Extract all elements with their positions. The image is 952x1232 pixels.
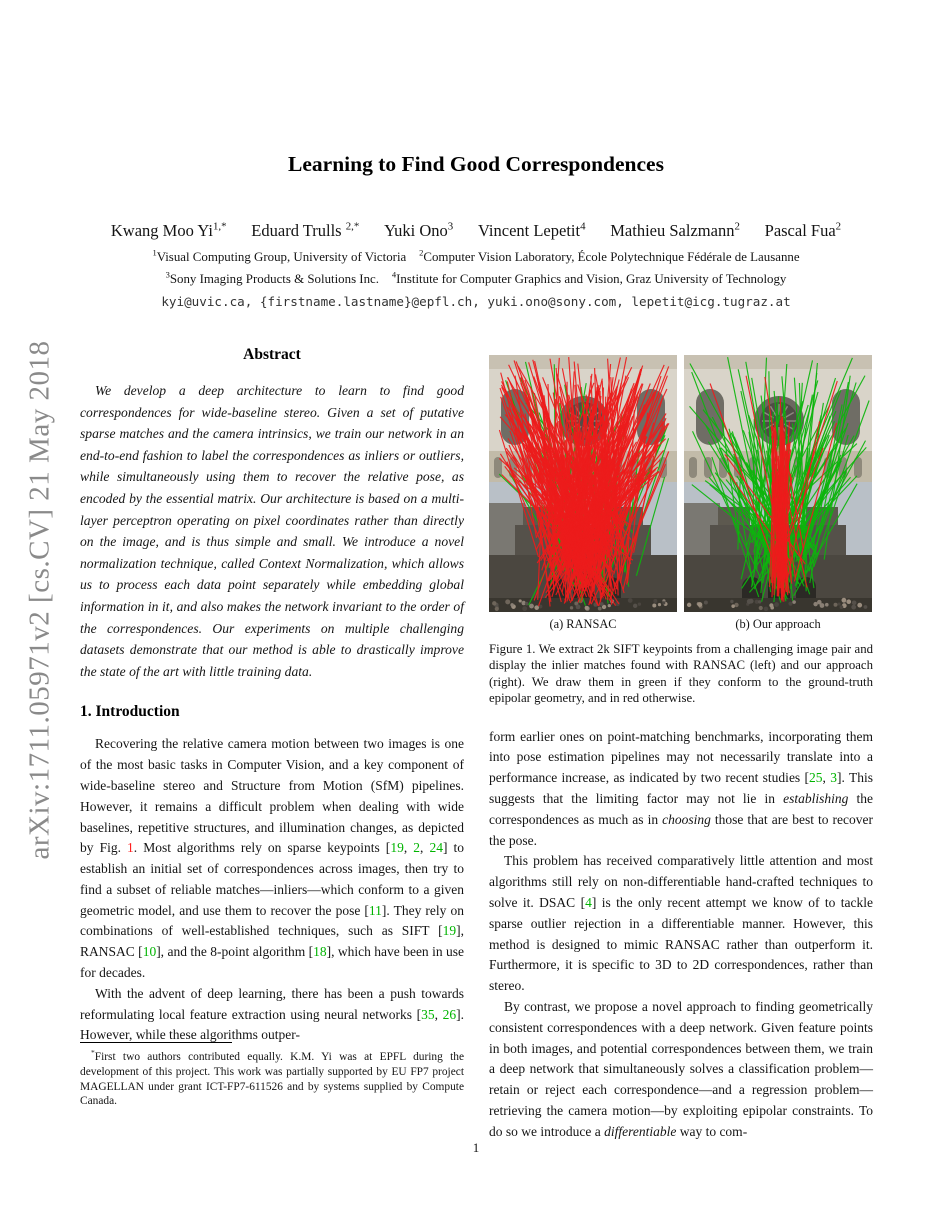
text-run: With the advent of deep learning, there has been a push towards reformulating local feature extraction using neural networks [	[80, 985, 464, 1022]
subcaption-b: (b) Our approach	[735, 617, 821, 631]
crowd-head	[628, 598, 633, 603]
text-run: way to com-	[676, 1123, 748, 1139]
citation-link[interactable]: 26	[442, 1006, 457, 1022]
crowd-head	[837, 602, 840, 605]
text-run: ] is the only recent attempt we know of to tackle sparse outlier rejection in a differentiable manner. However, this method is designed to mimic RANSAC rather than outperform it. Furthermore, it is specific to 3D to 2D correspondences, rather than stereo.	[489, 895, 873, 994]
superscript: 2	[835, 220, 842, 233]
superscript: 4	[391, 269, 397, 280]
text-run: Vincent Lepetit	[477, 221, 581, 240]
arxiv-watermark: arXiv:1711.05971v2 [cs.CV] 21 May 2018	[23, 340, 56, 860]
introduction-heading: 1. Introduction	[80, 703, 180, 721]
citation-link[interactable]: 24	[429, 840, 443, 856]
text-run: those that are best to recover the pose.	[489, 811, 873, 848]
text-run: ,	[822, 770, 831, 786]
text-run: ], RANSAC [	[80, 923, 464, 960]
crowd-head	[658, 603, 661, 606]
right-paragraph-2	[489, 851, 873, 997]
crowd-head	[792, 600, 796, 604]
author-emails: kyi@uvic.ca, {firstname.lastname}@epfl.ch, yuki.ono@sony.com, lepetit@icg.tugraz.at	[161, 294, 791, 309]
citation-link[interactable]: 19	[390, 840, 404, 856]
crowd-head	[839, 605, 843, 609]
figure-panel-ours	[684, 355, 872, 612]
text-run: ] to establish an initial set of correspondences across images, then try to find a subset of reliable matches—inliers—which conform to a given geometric model, and use them to recover the pose [	[80, 840, 464, 918]
crowd-head	[852, 600, 857, 605]
crowd-head	[534, 605, 539, 610]
crowd-head	[749, 599, 754, 604]
crowd-head	[600, 602, 604, 606]
crowd-head	[759, 606, 763, 610]
crowd-head	[704, 601, 708, 605]
page-number: 1	[472, 1140, 480, 1155]
text-run: . Most algorithms rely on sparse keypoints [	[133, 840, 391, 856]
text-run: ]. However, while these algorithms outper-	[80, 1006, 464, 1043]
text-run: Recovering the relative camera motion between two images is one of the most basic tasks in Computer Vision, and a key component of wide-baseline stereo and Structure from Motion (SfM) pipelines. However, it remains a difficult problem when dealing with wide baselines, repetitive structures, and illumination changes, as depicted by Fig.	[80, 736, 464, 856]
crowd-head	[570, 606, 573, 609]
text-run	[406, 250, 419, 264]
crowd-head	[734, 603, 738, 607]
text-run: First two authors contributed equally. K.M. Yi was at EPFL during the development of this project. This work was partially supported by EU FP7 project MAGELLAN under grant ICT-FP7-611526 and by systems supplied by Compute Canada.	[80, 1051, 464, 1108]
intro-paragraph-1	[80, 734, 464, 984]
abstract-text: We develop a deep architecture to learn to find good correspondences for wide-baseline stereo. Given a set of putative sparse matches and the camera intrinsics, we train our network in an end-to-end fashion to label the correspondences as inliers or outliers, while simultaneously using them to recover the relative pose, as encoded by the essential matrix. Our architecture is based on a multi-layer perceptron operating on pixel coordinates rather than directly on the image, and is thus simple and small. We introduce a novel normalization technique, called Context Normalization, which allows us to process each data point separately while embedding global information in it, and also makes the network invariant to the order of the correspondences. Our experiments on multiple challenging datasets demonstrate that our method is able to drastically improve the state of the art with little training data.	[80, 383, 464, 679]
figure-ref-link[interactable]: 1	[127, 840, 134, 856]
arcade-arch	[704, 457, 712, 478]
crowd-head	[698, 602, 703, 607]
superscript: 1	[152, 247, 157, 258]
footnote-rule	[80, 1042, 232, 1043]
crowd-head	[687, 603, 691, 607]
crowd-head	[817, 600, 822, 605]
crowd-head	[730, 600, 733, 603]
facade-top-band	[489, 355, 677, 369]
superscript: 2	[734, 220, 740, 233]
superscript: 2	[419, 247, 424, 258]
text-run: By contrast, we propose a novel approach to finding geometrically consistent correspondences with a deep network. Given feature points in both images, and potential correspondences between them, we train a deep network that simultaneously solves a classification problem—retain or reject each correspondence—and a regression problem—retrieving the camera motion—by exploiting epipolar constraints. To do so we introduce a	[489, 998, 873, 1139]
text-run: ], which have been in use for decades.	[80, 944, 465, 981]
crowd-head	[522, 606, 527, 611]
crowd-head	[652, 604, 656, 608]
crowd-head	[633, 604, 637, 608]
crowd-head	[731, 604, 735, 608]
footnote-block	[80, 1042, 464, 1109]
superscript: 3	[447, 220, 454, 233]
abstract-heading: Abstract	[243, 346, 301, 363]
citation-link[interactable]: 4	[585, 895, 592, 910]
right-paragraph-1	[489, 727, 873, 852]
crowd-head	[662, 601, 665, 604]
crowd-head	[774, 602, 779, 607]
text-run	[227, 221, 252, 240]
affiliations-line-2	[0, 269, 952, 287]
crowd-head	[492, 601, 496, 605]
crowd-head	[505, 599, 510, 604]
crowd-head	[529, 604, 534, 609]
right-column	[489, 355, 873, 1143]
crowd-head	[834, 603, 838, 607]
text-run: ]. This suggests that the limiting factor may not lie in	[489, 770, 873, 807]
crowd-head	[846, 599, 851, 604]
text-run: Computer Vision Laboratory, École Polytechnique Fédérale de Lausanne	[423, 250, 800, 264]
text-run	[740, 221, 765, 240]
crowd-head	[825, 603, 829, 607]
notredame-photo-pair-a	[489, 355, 677, 612]
intro-paragraph-2	[80, 984, 464, 1046]
crowd-head	[788, 602, 792, 606]
crowd-head	[585, 606, 589, 610]
arcade-arch	[689, 457, 697, 478]
text-run: Pascal Fua	[764, 221, 836, 240]
authors-line	[0, 221, 952, 241]
crowd-head	[510, 603, 513, 606]
emphasis-text: establishing	[783, 791, 849, 807]
crowd-head	[864, 605, 868, 609]
crowd-head	[841, 598, 846, 603]
text-run: Yuki Ono	[384, 221, 448, 240]
citation-link[interactable]: 35	[421, 1006, 435, 1022]
text-run: ,	[420, 840, 430, 856]
superscript: 4	[580, 220, 586, 233]
text-run: Eduard Trulls	[251, 221, 346, 240]
text-run	[359, 221, 384, 240]
text-run: Kwang Moo Yi	[110, 221, 213, 240]
text-run: ]. They rely on combinations of well-established techniques, such as SIFT [	[80, 902, 464, 939]
crowd-head	[653, 599, 657, 603]
citation-link[interactable]: 18	[313, 944, 327, 960]
citation-link[interactable]: 19	[442, 923, 457, 939]
crowd-head	[608, 604, 611, 607]
notredame-photo-pair-b	[684, 355, 872, 612]
text-run: Mathieu Salzmann	[610, 221, 735, 240]
text-run: Sony Imaging Products & Solutions Inc.	[169, 272, 379, 286]
crowd-head	[495, 607, 499, 611]
subcaption-a: (a) RANSAC	[549, 617, 617, 631]
crowd-head	[851, 605, 856, 610]
paper-title: Learning to Find Good Correspondences	[288, 152, 664, 176]
text-run	[453, 221, 478, 240]
superscript: 1,*	[212, 220, 227, 233]
text-run: Institute for Computer Graphics and Vision, Graz University of Technology	[396, 272, 787, 286]
text-run: ,	[434, 1006, 443, 1022]
superscript: 3	[165, 269, 170, 280]
figure-subcaptions	[489, 617, 873, 632]
crowd-head	[764, 607, 769, 612]
crowd-head	[769, 603, 773, 607]
crowd-head	[576, 605, 581, 610]
crowd-head	[758, 600, 761, 603]
citation-link[interactable]: 25	[809, 770, 823, 786]
emphasis-text: differentiable	[604, 1123, 677, 1139]
text-run: Visual Computing Group, University of Victoria	[156, 250, 407, 264]
text-run: ,	[403, 840, 414, 856]
affiliations-line-1	[0, 247, 952, 265]
figure-1	[489, 355, 873, 612]
emphasis-text: choosing	[662, 811, 711, 827]
citation-link[interactable]: 11	[368, 902, 382, 918]
footnote-text	[80, 1050, 464, 1109]
left-column	[80, 346, 464, 1046]
citation-link[interactable]: 2	[413, 840, 420, 856]
text-run: form earlier ones on point-matching benchmarks, incorporating them into pose estimation pipelines may not necessarily translate into a performance increase, as indicated by two recent studies [	[489, 728, 873, 786]
crowd-head	[857, 603, 862, 608]
figure-panel-ransac	[489, 355, 677, 612]
text-run: This problem has received comparatively little attention and most algorithms still rely on non-differentiable hand-crafted techniques to solve it. DSAC [	[489, 853, 873, 910]
citation-link[interactable]: 10	[142, 944, 157, 960]
crowd-head	[525, 602, 529, 606]
text-run	[379, 272, 392, 286]
citation-link[interactable]: 3	[830, 770, 838, 786]
figure-caption: Figure 1. We extract 2k SIFT keypoints from a challenging image pair and display the inlier matches found with RANSAC (left) and our approach (right). We draw them in green if they conform to the ground-truth epipolar geometry, and in red otherwise.	[489, 642, 873, 706]
text-run: the correspondences as much as in	[489, 791, 873, 827]
crowd-head	[638, 602, 641, 605]
right-paragraph-3	[489, 997, 873, 1143]
superscript: 2,*	[345, 220, 360, 233]
crowd-head	[598, 607, 602, 611]
text-run: ], and the 8-point algorithm [	[156, 944, 314, 960]
crowd-head	[519, 599, 522, 602]
superscript: *	[91, 1048, 95, 1058]
text-run	[586, 221, 611, 240]
facade-top-band	[684, 355, 872, 369]
